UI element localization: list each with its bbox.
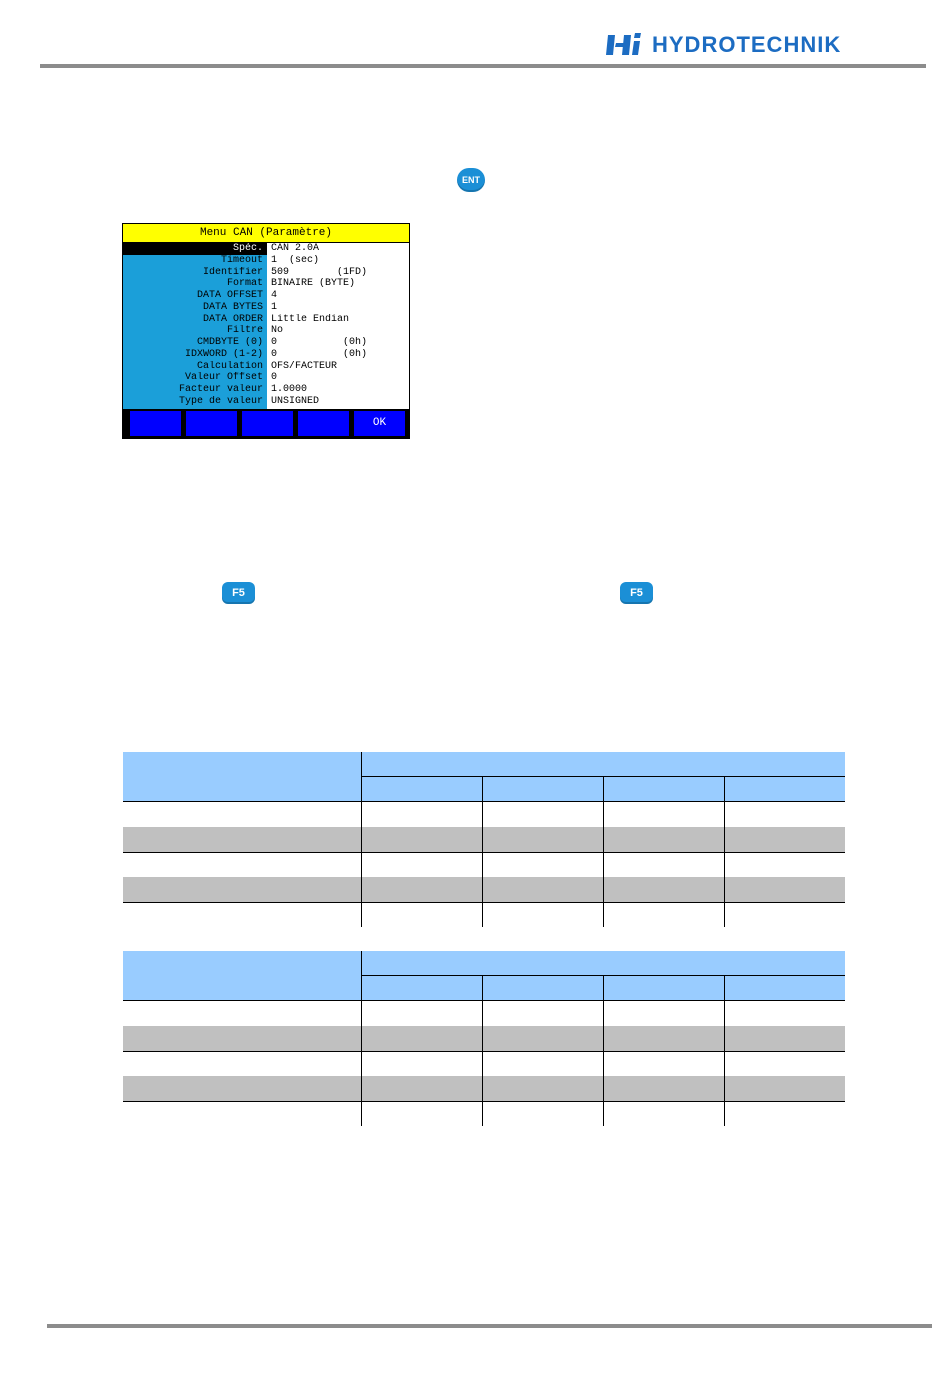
param-value-idxword: 0 (0h) — [271, 348, 368, 360]
table-row — [123, 1101, 845, 1126]
param-label-spec[interactable]: Spéc. — [123, 243, 267, 255]
table-divider — [724, 975, 725, 1126]
table-row — [123, 1076, 845, 1101]
table-divider — [482, 975, 483, 1126]
ent-key-button[interactable]: ENT — [457, 168, 485, 192]
param-value-identifier: 509 (1FD) — [271, 266, 368, 278]
table-header-cell — [725, 777, 845, 801]
param-label-data-offset[interactable]: DATA OFFSET — [196, 290, 263, 301]
param-label-valeur-offset[interactable]: Valeur Offset — [184, 372, 263, 384]
table-header-cell — [362, 752, 845, 776]
param-value-spec: CAN 2.0A — [271, 243, 320, 254]
table-divider — [482, 776, 483, 927]
table-header-cell — [725, 976, 845, 1000]
param-value-data-bytes: 1 — [271, 301, 278, 313]
param-label-format[interactable]: Format — [226, 278, 263, 290]
data-table-2 — [123, 951, 845, 1126]
param-value-cmdbyte: 0 (0h) — [271, 337, 368, 348]
param-label-data-order[interactable]: DATA ORDER — [202, 313, 263, 325]
table-header-cell — [362, 777, 482, 801]
parameter-values — [269, 243, 409, 409]
f5-key-button[interactable]: F5 — [222, 582, 255, 604]
param-value-data-offset: 4 — [271, 290, 278, 301]
table-divider — [361, 752, 362, 927]
param-value-timeout: 1 (sec) — [271, 254, 320, 266]
function-key-bar — [123, 409, 409, 438]
param-label-facteur-valeur[interactable]: Facteur valeur — [178, 384, 263, 395]
data-table-1 — [123, 752, 845, 927]
function-key-f3[interactable] — [242, 411, 293, 436]
brand-logo — [606, 30, 841, 60]
table-divider — [603, 776, 604, 927]
table-header-cell — [483, 976, 603, 1000]
table-row — [123, 877, 845, 902]
param-label-filtre[interactable]: Filtre — [226, 325, 263, 337]
param-label-type-de-valeur[interactable]: Type de valeur — [178, 395, 263, 407]
param-label-idxword[interactable]: IDXWORD (1-2) — [184, 348, 263, 360]
footer-divider — [47, 1324, 932, 1328]
table-divider — [361, 951, 362, 1126]
parameter-list — [123, 243, 409, 409]
table-header-cell — [604, 976, 724, 1000]
param-value-data-order: Little Endian — [271, 313, 350, 325]
param-label-cmdbyte[interactable]: CMDBYTE (0) — [196, 337, 263, 348]
param-value-filtre: No — [271, 325, 284, 337]
function-key-ok[interactable]: OK — [354, 411, 405, 436]
param-value-type-de-valeur: UNSIGNED — [271, 395, 320, 407]
header-divider — [40, 64, 926, 68]
hydrotechnik-logo-icon — [606, 31, 646, 59]
parameter-labels — [123, 243, 267, 409]
param-value-format: BINAIRE (BYTE) — [271, 278, 356, 290]
param-value-facteur-valeur: 1.0000 — [271, 384, 308, 395]
table-row — [123, 802, 845, 827]
table-row — [123, 827, 845, 852]
screen-title: Menu CAN (Paramètre) — [123, 224, 409, 243]
table-header-cell — [483, 777, 603, 801]
param-label-identifier[interactable]: Identifier — [202, 266, 263, 278]
function-key-f2[interactable] — [186, 411, 237, 436]
param-value-calculation: OFS/FACTEUR — [271, 360, 338, 372]
param-label-data-bytes[interactable]: DATA BYTES — [202, 301, 263, 313]
f5-key-button[interactable]: F5 — [620, 582, 653, 604]
function-key-f1[interactable] — [130, 411, 181, 436]
table-header-cell — [362, 976, 482, 1000]
can-menu-screen — [122, 223, 410, 439]
table-row — [123, 902, 845, 927]
table-header-cell — [123, 951, 361, 1000]
brand-name: HYDROTECHNIK — [652, 32, 842, 57]
table-header-cell — [123, 752, 361, 801]
table-header-cell — [362, 951, 845, 975]
param-label-calculation[interactable]: Calculation — [196, 360, 263, 372]
param-value-valeur-offset: 0 — [271, 372, 278, 384]
function-key-f4[interactable] — [298, 411, 349, 436]
table-row — [123, 852, 845, 877]
table-row — [123, 1026, 845, 1051]
table-header-cell — [604, 777, 724, 801]
table-divider — [724, 776, 725, 927]
table-divider — [603, 975, 604, 1126]
table-row — [123, 1001, 845, 1026]
param-label-timeout[interactable]: Timeout — [220, 254, 263, 266]
table-row — [123, 1051, 845, 1076]
